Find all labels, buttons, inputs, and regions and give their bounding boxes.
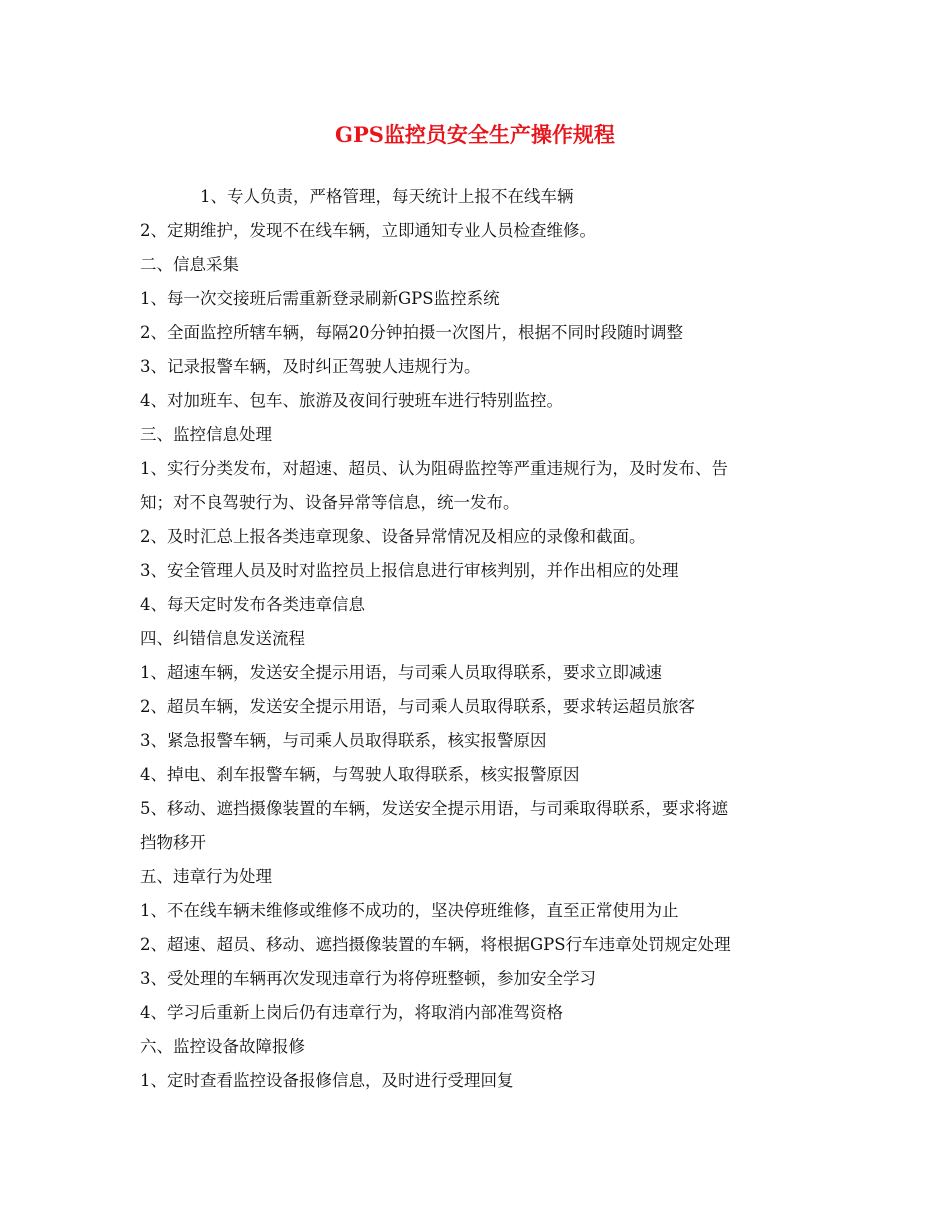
paragraph-line: 知；对不良驾驶行为、设备异常等信息，统一发布。: [140, 493, 520, 512]
paragraph-line: 4、学习后重新上岗后仍有违章行为，将取消内部准驾资格: [140, 1003, 563, 1022]
paragraph-line: 1、每一次交接班后需重新登录刷新GPS监控系统: [140, 289, 500, 308]
paragraph-line: 3、记录报警车辆，及时纠正驾驶人违规行为。: [140, 357, 481, 376]
paragraph-line: 5、移动、遮挡摄像装置的车辆，发送安全提示用语，与司乘取得联系，要求将遮: [140, 799, 728, 818]
document-title: GPS监控员安全生产操作规程: [335, 122, 615, 147]
paragraph-line: 1、超速车辆，发送安全提示用语，与司乘人员取得联系，要求立即减速: [140, 663, 662, 682]
section-heading: 二、信息采集: [140, 255, 239, 274]
paragraph-line: 2、超速、超员、移动、遮挡摄像装置的车辆，将根据GPS行车违章处罚规定处理: [140, 935, 731, 954]
paragraph-line: 3、安全管理人员及时对监控员上报信息进行审核判别，并作出相应的处理: [140, 561, 679, 580]
paragraph-line: 挡物移开: [140, 833, 206, 852]
paragraph-line: 3、受处理的车辆再次发现违章行为将停班整顿，参加安全学习: [140, 969, 596, 988]
paragraph-line: 2、超员车辆，发送安全提示用语，与司乘人员取得联系，要求转运超员旅客: [140, 697, 695, 716]
section-heading: 五、违章行为处理: [140, 867, 272, 886]
paragraph-line: 1、专人负责，严格管理，每天统计上报不在线车辆: [200, 187, 574, 206]
paragraph-line: 3、紧急报警车辆，与司乘人员取得联系，核实报警原因: [140, 731, 547, 750]
section-heading: 四、纠错信息发送流程: [140, 629, 305, 648]
paragraph-line: 4、每天定时发布各类违章信息: [140, 595, 365, 614]
paragraph-line: 4、掉电、刹车报警车辆，与驾驶人取得联系，核实报警原因: [140, 765, 580, 784]
section-heading: 三、监控信息处理: [140, 425, 272, 444]
paragraph-line: 1、不在线车辆未维修或维修不成功的，坚决停班维修，直至正常使用为止: [140, 901, 679, 920]
document-body: [140, 180, 830, 1098]
paragraph-line: 2、定期维护，发现不在线车辆，立即通知专业人员检查维修。: [140, 221, 596, 240]
paragraph-line: 2、及时汇总上报各类违章现象、设备异常情况及相应的录像和截面。: [140, 527, 646, 546]
paragraph-line: 1、定时查看监控设备报修信息，及时进行受理回复: [140, 1071, 514, 1090]
paragraph-line: 2、全面监控所辖车辆，每隔20分钟拍摄一次图片，根据不同时段随时调整: [140, 323, 683, 342]
section-heading: 六、监控设备故障报修: [140, 1037, 305, 1056]
paragraph-line: 1、实行分类发布，对超速、超员、认为阻碍监控等严重违规行为，及时发布、告: [140, 459, 728, 478]
paragraph-line: 4、对加班车、包车、旅游及夜间行驶班车进行特别监控。: [140, 391, 563, 410]
